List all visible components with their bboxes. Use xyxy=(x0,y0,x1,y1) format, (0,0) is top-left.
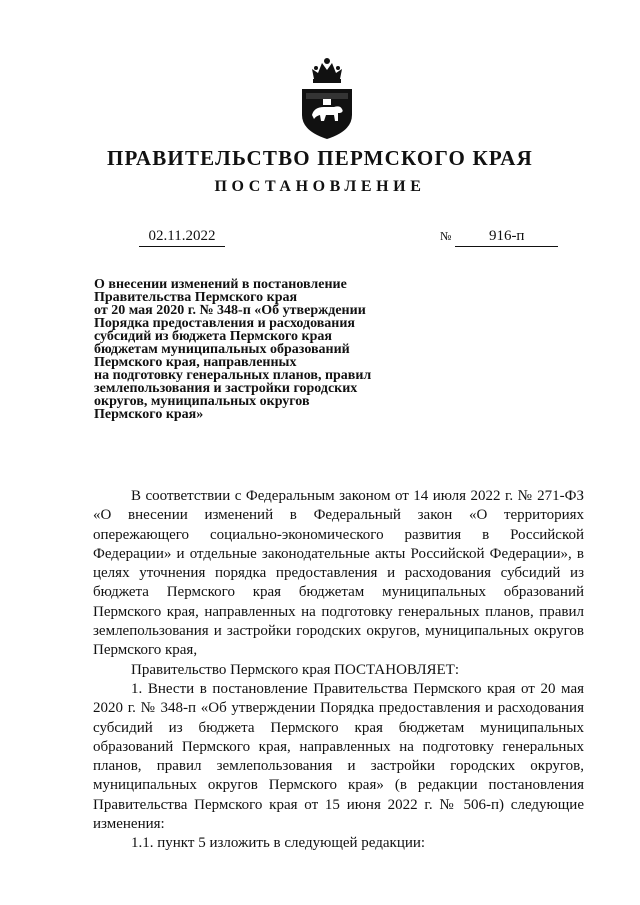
subject-line: Порядка предоставления и расходования xyxy=(94,316,356,331)
body-paragraph-resolves: Правительство Пермского края ПОСТАНОВЛЯЕТ: xyxy=(131,661,460,678)
subject-line: землепользования и застройки городских xyxy=(94,381,358,396)
number-value: 916-п xyxy=(455,226,558,247)
body-paragraph-item-1-1: 1.1. пункт 5 изложить в следующей редакции: xyxy=(131,835,426,852)
subject-line: на подготовку генеральных планов, правил xyxy=(94,368,372,383)
subject-line: бюджетам муниципальных образований xyxy=(94,342,350,357)
subject-line: Правительства Пермского края xyxy=(94,290,298,305)
body-paragraph-item-1: 1. Внести в постановление Правительства Пермского края от 20 мая 2020 г. № 348-п «Об утверждении Порядка предоставления и расходования субсидий из бюджета Пермского края бюджетам муниципальных образований Пермского края, направленных на подготовку генеральных планов, правил землепользования и застройки городских округов, муниципальных округов Пермского края» (в редакции постановления Правительства Пермского края от 15 июня 2022 г. № 506-п) следующие изменения: xyxy=(93,680,584,833)
document-subject xyxy=(94,278,394,421)
document-number xyxy=(440,226,560,247)
subject-line: О внесении изменений в постановление xyxy=(94,277,347,292)
document-type: ПОСТАНОВЛЕНИЕ xyxy=(214,178,426,195)
subject-line: округов, муниципальных округов xyxy=(94,394,310,409)
number-sign: № xyxy=(440,229,452,243)
subject-line: субсидий из бюджета Пермского края xyxy=(94,329,332,344)
subject-line: от 20 мая 2020 г. № 348-п «Об утверждении xyxy=(94,303,366,318)
document-body xyxy=(93,487,584,854)
document-date: 02.11.2022 xyxy=(139,226,225,247)
subject-line: Пермского края» xyxy=(94,407,204,422)
body-paragraph-preamble: В соответствии с Федеральным законом от 14 июля 2022 г. № 271-ФЗ «О внесении изменений в Федеральный закон «О территориях опережающего социально-экономического развития в Российской Федерации» и отдельные законодательные акты Российской Федерации», в целях уточнения порядка предоставления и расходования субсидий из бюджета Пермского края бюджетам муниципальных образований Пермского края, направленных на подготовку генеральных планов, правил землепользования и застройки городских округов, муниципальных округов Пермского края, xyxy=(93,488,584,659)
government-title: ПРАВИТЕЛЬСТВО ПЕРМСКОГО КРАЯ xyxy=(106,146,533,170)
coat-of-arms-icon xyxy=(298,55,356,141)
subject-line: Пермского края, направленных xyxy=(94,355,297,370)
